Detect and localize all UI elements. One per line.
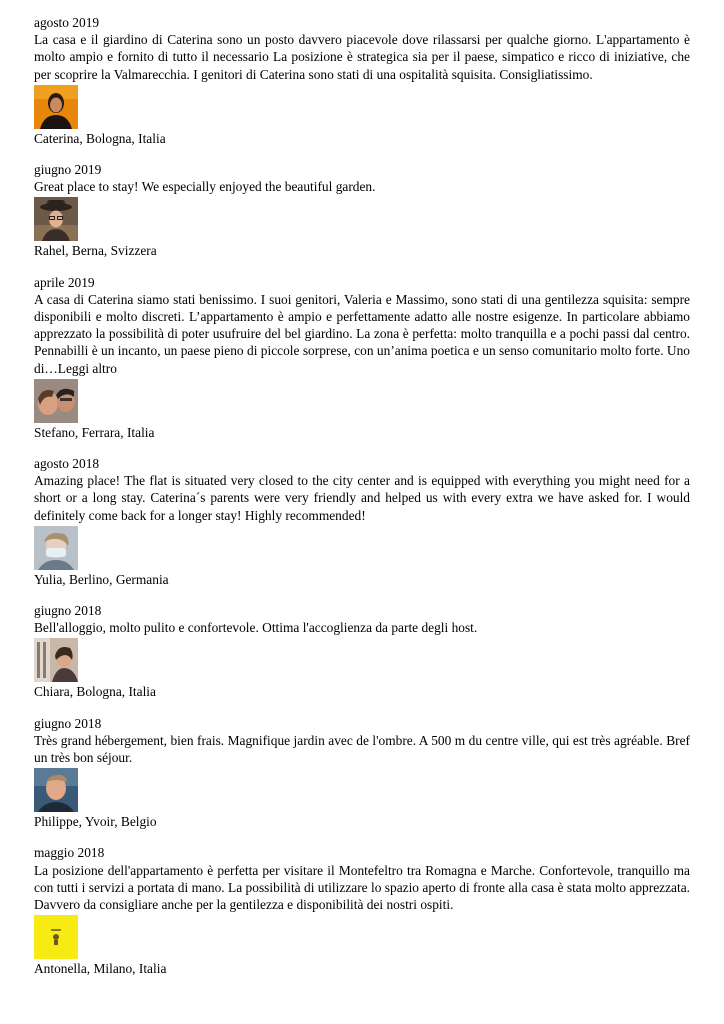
review [34,715,690,831]
avatar [34,379,78,423]
review-date: maggio 2018 [34,845,105,861]
review-author: Caterina, Bologna, Italia [34,130,166,146]
review-text: Amazing place! The flat is situated very closed to the city center and is equipped with everything you might need for a short or a long stay. Caterina´s parents were very friendly and helped us with every extra we have asked for. I would definitely come back for a longer stay! Highly recommended! [34,473,690,523]
review-author: Stefano, Ferrara, Italia [34,424,155,440]
woman-with-hat-photo [34,197,78,241]
review-text: La casa e il giardino di Caterina sono un posto davvero piacevole dove rilassarsi per qualche giorno. L'appartamento è molto ampio e fornito di tutto il necessario La posizione è strategica sia per il paese, simpatico e ricco di iniziative, che per scoprire la Valmarecchia. I genitori di Caterina sono stati di una ospitalità squisita. Consigliatissimo. [34,32,690,82]
avatar [34,197,78,241]
avatar [34,85,78,129]
review-author: Antonella, Milano, Italia [34,961,167,977]
review-date: agosto 2018 [34,456,100,472]
review-date: aprile 2019 [34,274,95,290]
woman-orange-background-photo [34,85,78,129]
review [34,602,690,701]
yellow-logo-image [34,915,78,959]
person-indoors-photo [34,638,78,682]
review-date: giugno 2018 [34,715,102,731]
review-author: Philippe, Yvoir, Belgio [34,814,157,830]
woman-with-mask-photo [34,526,78,570]
review [34,455,690,588]
review-text: A casa di Caterina siamo stati benissimo. I suoi genitori, Valeria e Massimo, sono stati di una gentilezza squisita: sempre disponibili e molto discreti. L’appartamento è ampio e perfettamente adatto alle nostre esigenze. In particolare abbiamo apprezzato la possibilità di poter usufruire del bel giardino. La zona è perfetta: molto tranquilla e a pochi passi dal centro. Pennabilli è un incanto, un paese pieno di piccole sorprese, con un’anima poetica e un senso comunitario molto forte. Uno di…Leggi altro [34,291,690,376]
couple-selfie-photo [34,379,78,423]
avatar [34,526,78,570]
review-author: Chiara, Bologna, Italia [34,684,156,700]
review-text: La posizione dell'appartamento è perfetta per visitare il Montefeltro tra Romagna e Marche. Confortevole, tranquillo ma con tutti i servizi a portata di mano. La possibilità di utilizzare lo spazio aperto di fronte alla casa è stata molto apprezzata. Davvero da consigliare anche per la gentilezza e disponibilità dei nostri ospiti. [34,862,690,913]
avatar [34,638,78,682]
review-date: giugno 2019 [34,162,102,178]
review-author: Rahel, Berna, Svizzera [34,243,157,259]
review-text: Très grand hébergement, bien frais. Magnifique jardin avec de l'ombre. A 500 m du centre ville, qui est très agréable. Bref un très bon séjour. [34,732,690,766]
review [34,844,690,977]
review [34,161,690,260]
review [34,14,690,147]
review [34,274,690,441]
avatar [34,915,78,959]
man-portrait-photo [34,768,78,812]
review-date: agosto 2019 [34,15,100,30]
review-date: giugno 2018 [34,603,102,619]
avatar [34,768,78,812]
review-text: Bell'alloggio, molto pulito e confortevole. Ottima l'accoglienza da parte degli host. [34,620,478,636]
reviews-page [34,14,690,992]
review-text: Great place to stay! We especially enjoyed the beautiful garden. [34,179,376,195]
review-author: Yulia, Berlino, Germania [34,571,169,587]
